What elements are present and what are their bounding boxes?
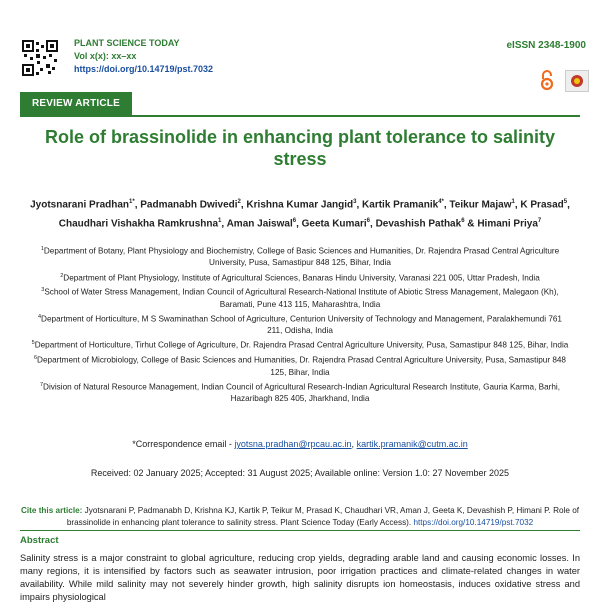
author-name: Padmanabh Dwivedi <box>140 199 238 211</box>
author-affiliation-marker: 1 <box>218 218 222 225</box>
affiliation-number: 4 <box>37 313 42 320</box>
affiliation-number: 3 <box>41 287 45 294</box>
email-link-2[interactable]: kartik.pramanik@cutm.ac.in <box>356 439 468 449</box>
citation-block <box>20 505 580 529</box>
author-name: K Prasad <box>520 199 564 211</box>
cite-label: Cite this article: <box>20 506 83 515</box>
license-icon[interactable] <box>565 70 589 92</box>
affiliation-number: 5 <box>31 340 35 347</box>
affiliation-list <box>30 244 570 406</box>
journal-header <box>74 37 213 76</box>
abstract-text: Salinity stress is a major constraint to global agriculture, reducing crop yields, degrading arable land and causing economic losses. In many regions, it is intensified by factors such as seawater intrusion, poor irrigation practices and climate-related changes in water availability. While mild salinity may not severely hinder growth, high salinity disrupts ion homeostasis, induces oxidative stress and impairs physiological <box>20 553 580 602</box>
author-affiliation-marker: 6 <box>366 218 371 225</box>
cite-text: Jyotsnarani P, Padmanabh D, Krishna KJ, Kartik P, Teikur M, Prasad K, Chaudhari VR, Aman J, Geeta K, Devashish P, Himani P. Role of brassinolide in enhancing plant tolerance to salinity stress. Plant Science Today (Early Access). <box>66 506 580 527</box>
article-type-badge: REVIEW ARTICLE <box>20 92 132 116</box>
author-name: Kartik Pramanik <box>362 199 439 211</box>
affiliation-number: 1 <box>40 246 44 252</box>
author-name: Teikur Majaw <box>449 199 512 211</box>
author-name: Chaudhari Vishakha Ramkrushna <box>58 218 219 230</box>
affiliation-item <box>30 285 570 310</box>
affiliation-item <box>30 244 570 269</box>
affiliation-number: 2 <box>60 272 64 279</box>
journal-volume: Vol x(x): xx–xx <box>74 51 137 61</box>
affiliation-item <box>30 380 570 405</box>
journal-doi-link[interactable]: https://doi.org/10.14719/pst.7032 <box>74 64 214 74</box>
eissn: eISSN 2348-1900 <box>506 40 586 51</box>
email-link-1[interactable]: jyotsna.pradhan@rpcau.ac.in <box>234 439 352 449</box>
author-affiliation-marker: 4* <box>438 199 444 205</box>
article-dates: Received: 02 January 2025; Accepted: 31 August 2025; Available online: Version 1.0: 27 November 2025 <box>90 468 510 478</box>
qr-code-icon <box>22 40 58 76</box>
affiliation-item <box>30 338 570 351</box>
header-divider <box>20 115 580 117</box>
author-affiliation-marker: 1 <box>511 199 515 205</box>
cite-doi-link[interactable]: https://doi.org/10.14719/pst.7032 <box>413 518 534 527</box>
affiliation-text: Department of Horticulture, Tirhut College of Agriculture, Dr. Rajendra Prasad Central Agriculture University, Pusa, Samastipur 848 125, Bihar, India <box>34 341 569 351</box>
abstract-heading: Abstract <box>20 535 59 546</box>
author-affiliation-marker: 5 <box>563 199 568 205</box>
affiliation-text: Department of Horticulture, M S Swaminathan School of Agriculture, Centurion University of Technology and Management, Paralakhemundi 761 211, Odisha, India <box>41 314 562 336</box>
affiliation-number: 6 <box>33 355 38 362</box>
author-name: Devashish Pathak <box>375 218 462 230</box>
affiliation-text: Department of Microbiology, College of Basic Sciences and Humanities, Dr. Rajendra Prasad Central Agriculture University, Pusa, Samastipur 848 125, Bihar, India <box>37 356 566 377</box>
author-affiliation-marker: 6 <box>292 218 297 225</box>
author-name: Aman Jaiswal <box>226 218 293 230</box>
author-name: Krishna Kumar Jangid <box>246 199 354 211</box>
open-access-icon[interactable] <box>540 70 554 90</box>
author-name: Geeta Kumari <box>301 218 367 230</box>
correspondence <box>20 439 580 449</box>
affiliation-item <box>30 353 570 378</box>
author-affiliation-marker: 6 <box>461 218 465 225</box>
abstract-divider <box>20 530 580 531</box>
correspondence-label: *Correspondence email - <box>132 439 235 449</box>
author-affiliation-marker: 3 <box>353 199 357 205</box>
affiliation-text: Division of Natural Resource Management, Indian Council of Agricultural Research-Indian Agricultural Research Institute, Gauria Karma, Barhi, Hazaribagh 825 405, Jharkhand, India <box>43 382 561 404</box>
author-name: Jyotsnarani Pradhan <box>30 199 130 211</box>
email-separator: , <box>351 439 357 449</box>
affiliation-text: Department of Botany, Plant Physiology and Biochemistry, College of Basic Sciences and Humanities, Dr. Rajendra Prasad Central Agriculture University, Pusa, Samastipur 848 125, Bihar, India <box>43 246 560 268</box>
author-name: Himani Priya <box>477 218 538 230</box>
affiliation-item <box>30 312 570 337</box>
journal-name: PLANT SCIENCE TODAY <box>74 38 180 48</box>
article-title: Role of brassinolide in enhancing plant tolerance to salinity stress <box>44 127 556 169</box>
affiliation-number: 7 <box>39 381 44 388</box>
affiliation-text: School of Water Stress Management, Indian Council of Agricultural Research-National Institute of Abiotic Stress Management, Malegaon (Kh), Baramati, Pune 413 115, Maharashtra, India <box>44 288 559 309</box>
affiliation-text: Department of Plant Physiology, Institute of Agricultural Sciences, Banaras Hindu University, Varanasi 221 005, Uttar Pradesh, India <box>63 273 540 283</box>
affiliation-item <box>30 271 570 284</box>
author-affiliation-marker: 2 <box>237 199 241 205</box>
author-affiliation-marker: 1* <box>129 199 135 205</box>
author-affiliation-marker: 7 <box>537 218 542 225</box>
author-list: Jyotsnarani Pradhan$^{1*}$, Padmanabh Dwivedi$^2$, Krishna Kumar Jangid$^3$, Kartik Pramanik$^{4*}$, Teikur Majaw$^1$, K Prasad$^5$, Chaudhari Vishakha Ramkrushna$^1$, Aman Jaiswal$^6$, Geeta Kumari$^6$, Devashish Pathak$^6$ & Himani Priya$^7$ <box>30 199 570 230</box>
